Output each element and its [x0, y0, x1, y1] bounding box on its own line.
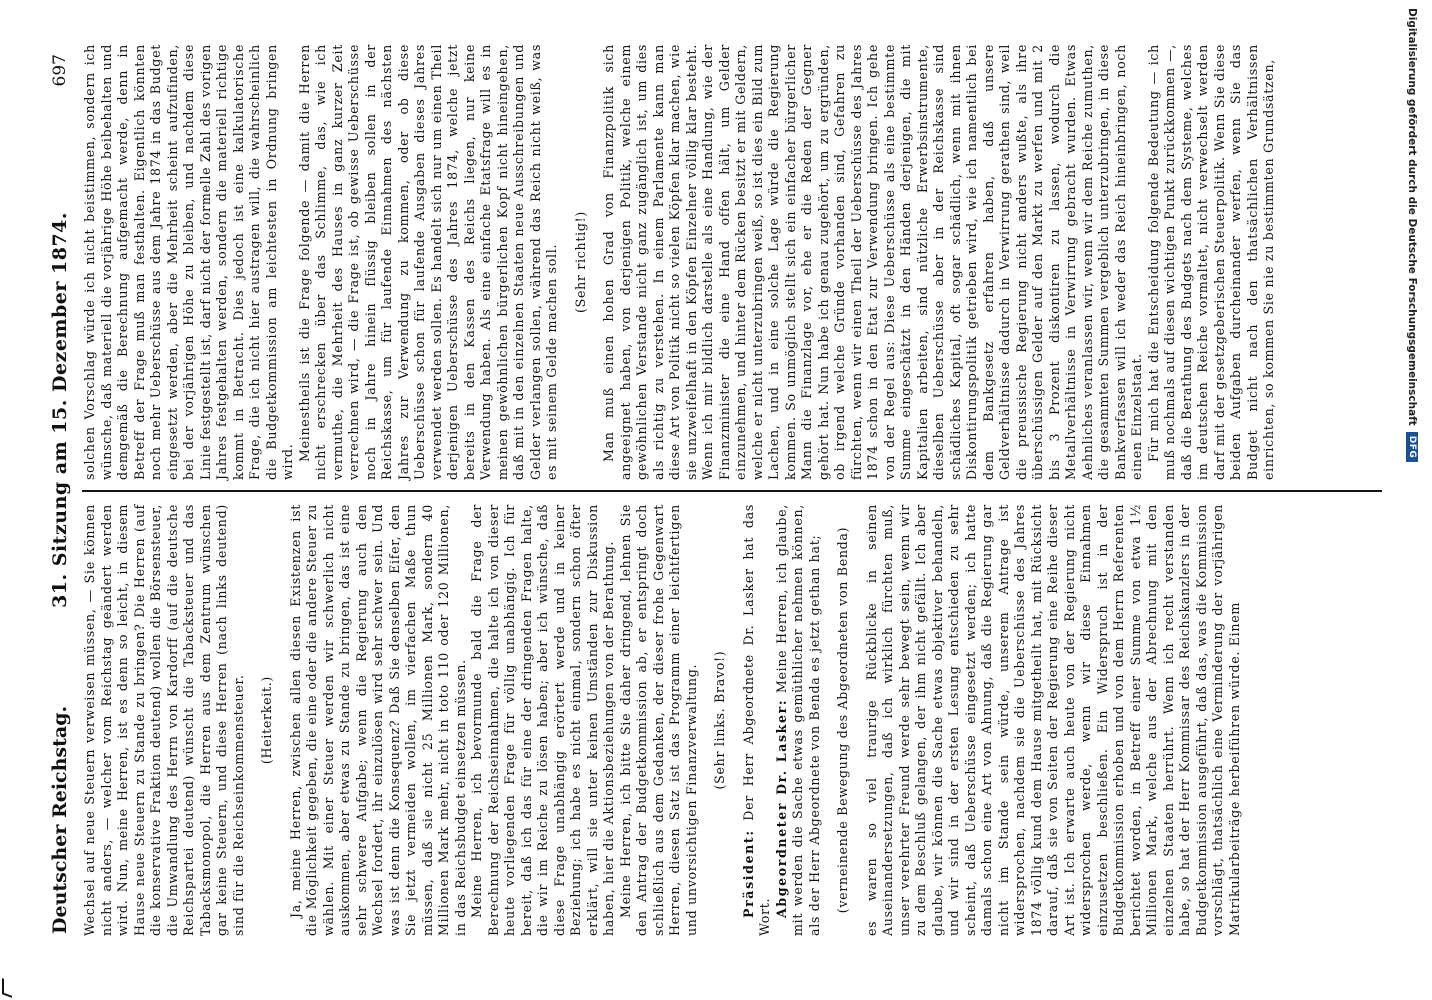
paragraph: Man muß einen hohen Grad von Finanzpolitik sich angeeignet haben, von derjenigen Politik, welche einem gewöhnlichen Verstande nicht ganz zugänglich ist, um dies als richtig zu verstehen. In einem Parlamente kann man diese Art von Politik nicht so vielen Köpfen klar machen, wie sie unzweifelhaft in den Köpfen Einzelner völlig klar besteht. Wenn ich mir bildlich darstelle als eine Handlung, wie der Finanzminister die eine Hand offen hält, um Gelder einzunehmen, und hinter dem Rücken besitzt er mit Geldern, welche er nicht unterzubringen weiß, so ist dies ein Bild zum Lachen, und in eine solche Lage würde die Regierung kommen. So unmöglich stellt sich ein einfacher bürgerlicher Mann die Finanzlage vor, ehe er die Reden der Gegner gehört hat. Nun habe ich genau zugehört, um zu ergründen, ob irgend welche Gründe vorhanden sind, Gefahren zu fürchten, wenn wir einen Theil der Ueberschüsse des Jahres 1874 schon in den Etat zur Verwendung bringen. Ich gehe von der Regel aus: Diese Ueberschüsse als eine bestimmte Summe eingeschätzt in den Händen derjenigen, die mit Kapitalien arbeiten, sind nützliche Erwerbsinstrumente, dieselben Ueberschüsse aber in der Reichskasse sind schädliches Kapital, oft sogar schädlich, wenn mit ihnen Diskontirungspolitik getrieben wird, wie ich namentlich bei dem Bankgesetz erfahren haben, daß unsere Geldverhältnisse dadurch in Verwirrung gerathen sind, weil die preussische Regierung nicht anders wußte, als ihre überschüssigen Gelder auf den Markt zu werfen und mit 2 bis 3 Prozent diskontiren zu lassen, wodurch die Metallverhältnisse in Verwirrung gebracht wurden. Etwas Aehnliches veranlassen wir, wenn wir dem Reiche zumuthen, die gesammten Summen vergeblich unterzubringen, in diese Bankverfassen will ich weder das Reich hineinbringen, noch einen Einzelstaat. [601, 44, 1144, 480]
paragraph: Meinestheils ist die Frage folgende — damit die Herren nicht erschrecken über das Schlimme, das, wie ich vermuthe, die Mehrheit des Hauses in ganz kurzer Zeit verrechnen wird, — die Frage ist, ob gewisse Ueberschüsse noch in Jahre hinein flüssig bleiben sollen in der Reichskasse, um für laufende Einnahmen des nächsten Jahres zur Verwendung zu kommen, oder ob diese Ueberschüsse schon für laufende Ausgaben dieses Jahres verwendet werden sollen. Es handelt sich nur um einen Theil derjenigen Ueberschüsse des Jahres 1874, welche jetzt bereits in den Kassen des Reichs liegen, nur keine Verwendung haben. Als eine einfache Etatsfrage will es in meinen gewöhnlichen bürgerlichen Kopf nicht hineingehen, daß mit in den einzelnen Staaten neue Ausschreibungen und Gelder verlangen sollen, während das Reich nicht weiß, was es mit seinem Gelde machen soll. [296, 44, 559, 480]
paragraph [741, 504, 774, 936]
header-session: 31. Sitzung am 15. Dezember 1874. [49, 211, 71, 608]
paragraph: Für mich hat die Entscheidung folgende Bedeutung — ich muß nochmals auf diesen wichtigen Punkt zurückkommen —, daß die Berathung des Budgets nach dem Systeme, welches im deutschen Reiche vormaltet, nicht verwechselt werden darf mit der gesetzgeberischen Steuerpolitik. Wenn Sie diese beiden Aufgaben durcheinander werfen, wenn Sie das Budget nicht nach den thatsächlichen Verhältnissen einrichten, so kommen Sie nie zu bestimmten Grundsätzen, [1145, 44, 1276, 480]
paragraph: solchen Vorschlag würde ich nicht beistimmen, sondern ich wünsche, daß materiell die vorjährige Höhe beibehalten und demgemäß die Berechnung aufgemacht werde, denn in Betreff der Frage muß man festhalten. Eigentlich könnten noch mehr Ueberschüsse aus dem Jahre 1874 in das Budget eingesetzt werden, aber die Mehrheit scheint aufzufinden, bei der vorjährigen Höhe zu bleiben, und nachdem diese Linie festgestellt ist, darf nicht der formelle Zahl des vorigen Jahres festgehalten werden, sondern die materiell richtige kommt in Betracht. Dies jedoch ist eine kalkulatorische Frage, die ich nicht hier austragen will, die wahrscheinlich die Budgetkommission am leichtesten in Ordnung bringen wird. [82, 44, 295, 480]
speech-text: Meine Herren, ich glaube, mit werden die Sache etwas gemüthlicher nehmen können, als der Herr Abgeordnete von Benda es jetzt gethan hat; [773, 504, 822, 936]
column-divider [82, 490, 1382, 492]
left-column [82, 504, 1352, 936]
credit-text: Digitalisierung gefördert durch die Deutsche Forschungsgemeinschaft [1406, 8, 1418, 426]
dfg-logo: DFG [1406, 432, 1418, 463]
interjection: (Sehr richtig!) [572, 211, 588, 313]
page-number: 697 [50, 54, 70, 87]
speaker-name: Abgeordneter Dr. Lasker: [773, 698, 789, 918]
interjection: (Heiterkeit.) [259, 675, 274, 765]
scan-corner-mark [2, 978, 12, 998]
interjection: (verneinende Bewegung des Abgeordneten von Benda) [835, 526, 850, 914]
paragraph: Meine Herren, ich bevormunde bald die Frage der Berechnung der Reichseinnahmen, die halte ich von dieser heute vorliegenden Frage für völlig unabhängig. Ich für bereit, daß ich das für eine der dringenden Fragen halte, die wir im Reiche zu lösen haben; aber ich wünsche, daß diese Frage unabhängig erörtert werde und in keiner Beziehung; ich habe es nicht einmal, sondern schon öfter erklärt, will sie unter keinen Umständen zur Diskussion haben, hier die Aktionsbeziehungen von der Berathung. [469, 504, 616, 936]
speech-text: Der Herr Abgeordnete Dr. Lasker hat das Wort. [740, 504, 772, 936]
paragraph: Ja, meine Herren, zwischen allen diesen Existenzen ist die Möglichkeit gegeben, die eine oder die andere Steuer zu wählen. Mit einer Steuer werden wir schwerlich nicht auskommen, aber etwas zu Stande zu bringen, das ist eine sehr schwere Aufgabe; wenn die Regierung auch den Wechsel fordert, ihr einzulösen wird sehr schwer sein. Und was ist denn die Konsequenz? Daß Sie denselben Eifer, den Sie jetzt vermeiden wollen, im vierfachen Maße thun müssen, daß sie nicht 25 Millionen Mark, sondern 40 Millionen Mark mehr, nicht in toto 110 oder 120 Millionen, in das Reichsbudget einsetzen müssen. [287, 504, 468, 936]
interjection: (Sehr links. Bravo!) [712, 650, 727, 790]
right-column [82, 44, 1352, 480]
running-head [46, 54, 74, 934]
digitization-credit [1394, 8, 1430, 968]
paragraph: Wechsel auf neue Steuern verweisen müssen, — Sie können nicht anders, — welcher vom Reichstag geändert werden wird. Nun, meine Herren, ist es denn so leicht, in diesem Hause neue Steuern zu Stande zu bringen? Die Herren (auf die konservative Fraktion deutend) wollen die Börsensteuer, die Umwandlung des Herrn von Kardorff (auf die deutsche Reichspartei deutend) wünscht die Tabacksteuer und das Tabacksmonopol, die Herren aus dem Zentrum wünschen gar keine Steuern, und diese Herren (nach links deutend) sind für die Reichseinkommensteuer. [82, 504, 246, 936]
speaker-name: Präsident: [740, 829, 756, 918]
paragraph: es waren so viel traurige Rückblicke in seinen Auseinandersetzungen, daß ich wirklich fürchten muß, unser verehrter Freund werde sehr bewegt sein, wenn wir zu dem Beschluß gelangen, der ihm nicht gefällt. Ich aber glaube, wir können die Sache etwas objektiver behandeln, und wir sind in der ersten Lesung entschieden zu sehr scheint, daß Ueberschüsse eingesetzt werden; ich hatte damals schon eine Art von Ahnung, daß die Regierung gar nicht im Stande sein würde, unserem Antrage ist widersprochen, nachdem sie die Ueberschüsse des Jahres 1874 völlig kund dem Hause mitgetheilt hat, mit Rücksicht darauf, daß sie von Seiten der Regierung eine Reihe dieser Art ist. Ich erwarte auch heute von der Regierung nicht widersprochen werde, wenn wir diese Einnahmen einzusetzen beschließen. Ein Widerspruch ist in der Budgetkommission erhoben und von dem Herrn Referenten berichtet worden, in Betreff einer Summe von etwa 1½ Millionen Mark, welche aus der Abrechnung mit den einzelnen Staaten herrührt. Wenn ich recht verstanden habe, so hat der Herr Kommissar des Reichskanzlers in der Budgetkommission ausgeführt, daß das, was die Kommission vorschlägt, thatsächlich eine Verminderung der vorjährigen Matrikularbeiträge herbeiführen würde. Einem [863, 504, 1242, 936]
paragraph: Meine Herren, ich bitte Sie daher dringend, lehnen Sie den Antrag der Budgetkommission ab, er entspringt doch schließlich aus dem Gedanken, der dieser frohe Gegenwart Herren, diesen Satz ist das Programm einer leichtfertigen und unvorsichtigen Finanzverwaltung. [617, 504, 699, 936]
header-publication: Deutscher Reichstag. [49, 705, 71, 934]
paragraph [774, 504, 824, 936]
